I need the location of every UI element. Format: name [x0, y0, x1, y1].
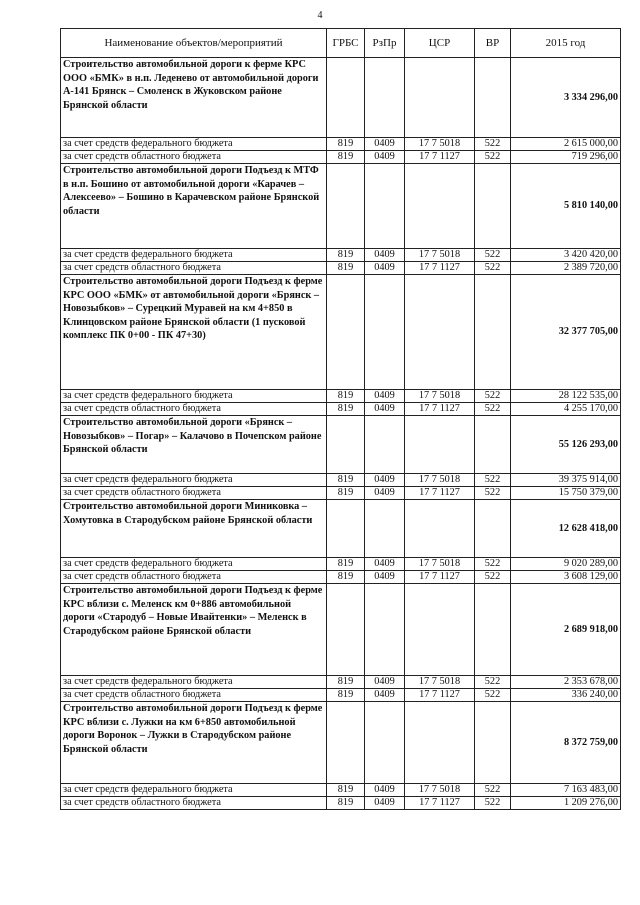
funding-label: за счет средств федерального бюджета [61, 558, 327, 571]
empty-cell [405, 416, 475, 474]
csr-cell: 17 7 1127 [405, 151, 475, 164]
project-row [61, 164, 621, 249]
funding-label: за счет средств областного бюджета [61, 487, 327, 500]
empty-cell [365, 58, 405, 138]
empty-cell [475, 500, 511, 558]
project-total: 2 689 918,00 [511, 584, 621, 676]
amount-cell: 2 615 000,00 [511, 138, 621, 151]
funding-label: за счет средств областного бюджета [61, 689, 327, 702]
project-name: Строительство автомобильной дороги «Брянск – Новозыбков» – Погар» – Калачово в Почепском районе Брянской области [61, 416, 327, 474]
vr-cell: 522 [475, 676, 511, 689]
funding-label: за счет средств федерального бюджета [61, 249, 327, 262]
grbs-cell: 819 [327, 558, 365, 571]
project-row [61, 58, 621, 138]
empty-cell [365, 164, 405, 249]
rzpr-cell: 0409 [365, 571, 405, 584]
amount-cell: 9 020 289,00 [511, 558, 621, 571]
amount-cell: 28 122 535,00 [511, 390, 621, 403]
vr-cell: 522 [475, 151, 511, 164]
csr-cell: 17 7 1127 [405, 571, 475, 584]
project-name: Строительство автомобильной дороги Подъезд к ферме КРС вблизи с. Лужки на км 6+850 автомобильной дороги Воронок – Лужки в Стародубском районе Брянской области [61, 702, 327, 784]
grbs-cell: 819 [327, 784, 365, 797]
grbs-cell: 819 [327, 249, 365, 262]
funding-row [61, 689, 621, 702]
vr-cell: 522 [475, 487, 511, 500]
amount-cell: 2 389 720,00 [511, 262, 621, 275]
funding-row [61, 784, 621, 797]
grbs-cell: 819 [327, 797, 365, 810]
project-total: 12 628 418,00 [511, 500, 621, 558]
page-number: 4 [317, 10, 323, 21]
grbs-cell: 819 [327, 676, 365, 689]
csr-cell: 17 7 1127 [405, 797, 475, 810]
vr-cell: 522 [475, 138, 511, 151]
funding-label: за счет средств федерального бюджета [61, 474, 327, 487]
vr-cell: 522 [475, 784, 511, 797]
table-header-row [61, 29, 621, 58]
project-total: 55 126 293,00 [511, 416, 621, 474]
header-year: 2015 год [511, 29, 621, 58]
funding-row [61, 487, 621, 500]
empty-cell [475, 702, 511, 784]
rzpr-cell: 0409 [365, 797, 405, 810]
project-row [61, 584, 621, 676]
empty-cell [405, 702, 475, 784]
empty-cell [365, 275, 405, 390]
rzpr-cell: 0409 [365, 151, 405, 164]
amount-cell: 1 209 276,00 [511, 797, 621, 810]
rzpr-cell: 0409 [365, 558, 405, 571]
empty-cell [327, 416, 365, 474]
csr-cell: 17 7 5018 [405, 138, 475, 151]
empty-cell [475, 164, 511, 249]
funding-label: за счет средств федерального бюджета [61, 138, 327, 151]
grbs-cell: 819 [327, 138, 365, 151]
funding-label: за счет средств федерального бюджета [61, 784, 327, 797]
budget-table [60, 28, 621, 810]
funding-label: за счет средств областного бюджета [61, 797, 327, 810]
header-rzpr: РзПр [365, 29, 405, 58]
empty-cell [475, 275, 511, 390]
funding-label: за счет средств областного бюджета [61, 262, 327, 275]
funding-label: за счет средств федерального бюджета [61, 676, 327, 689]
empty-cell [365, 584, 405, 676]
grbs-cell: 819 [327, 474, 365, 487]
csr-cell: 17 7 1127 [405, 262, 475, 275]
rzpr-cell: 0409 [365, 474, 405, 487]
grbs-cell: 819 [327, 390, 365, 403]
empty-cell [475, 58, 511, 138]
funding-row [61, 249, 621, 262]
amount-cell: 3 420 420,00 [511, 249, 621, 262]
rzpr-cell: 0409 [365, 676, 405, 689]
header-grbs: ГРБС [327, 29, 365, 58]
grbs-cell: 819 [327, 151, 365, 164]
project-name: Строительство автомобильной дороги к ферме КРС ООО «БМК» в н.п. Леденево от автомобильной дороги А-141 Брянск – Смоленск в Жуковском районе Брянской области [61, 58, 327, 138]
vr-cell: 522 [475, 689, 511, 702]
vr-cell: 522 [475, 571, 511, 584]
amount-cell: 15 750 379,00 [511, 487, 621, 500]
funding-label: за счет средств областного бюджета [61, 403, 327, 416]
project-row [61, 416, 621, 474]
project-row [61, 275, 621, 390]
funding-label: за счет средств федерального бюджета [61, 390, 327, 403]
rzpr-cell: 0409 [365, 487, 405, 500]
vr-cell: 522 [475, 797, 511, 810]
csr-cell: 17 7 1127 [405, 487, 475, 500]
funding-row [61, 676, 621, 689]
grbs-cell: 819 [327, 571, 365, 584]
csr-cell: 17 7 5018 [405, 390, 475, 403]
vr-cell: 522 [475, 249, 511, 262]
amount-cell: 4 255 170,00 [511, 403, 621, 416]
header-csr: ЦСР [405, 29, 475, 58]
csr-cell: 17 7 1127 [405, 689, 475, 702]
amount-cell: 719 296,00 [511, 151, 621, 164]
empty-cell [405, 58, 475, 138]
header-vr: ВР [475, 29, 511, 58]
csr-cell: 17 7 5018 [405, 676, 475, 689]
empty-cell [327, 584, 365, 676]
funding-row [61, 151, 621, 164]
empty-cell [405, 584, 475, 676]
rzpr-cell: 0409 [365, 784, 405, 797]
project-name: Строительство автомобильной дороги Подъезд к ферме КРС вблизи с. Меленск км 0+886 автомобильной дороги «Стародуб – Новые Ивайтенки» – Меленск в Стародубском районе Брянской области [61, 584, 327, 676]
grbs-cell: 819 [327, 262, 365, 275]
amount-cell: 39 375 914,00 [511, 474, 621, 487]
funding-row [61, 262, 621, 275]
funding-row [61, 403, 621, 416]
rzpr-cell: 0409 [365, 138, 405, 151]
funding-row [61, 474, 621, 487]
vr-cell: 522 [475, 474, 511, 487]
empty-cell [405, 164, 475, 249]
project-row [61, 702, 621, 784]
funding-row [61, 797, 621, 810]
empty-cell [475, 416, 511, 474]
rzpr-cell: 0409 [365, 249, 405, 262]
grbs-cell: 819 [327, 487, 365, 500]
rzpr-cell: 0409 [365, 262, 405, 275]
funding-row [61, 558, 621, 571]
vr-cell: 522 [475, 390, 511, 403]
rzpr-cell: 0409 [365, 390, 405, 403]
empty-cell [365, 416, 405, 474]
csr-cell: 17 7 5018 [405, 784, 475, 797]
empty-cell [327, 164, 365, 249]
rzpr-cell: 0409 [365, 403, 405, 416]
header-name: Наименование объектов/мероприятий [61, 29, 327, 58]
project-total: 3 334 296,00 [511, 58, 621, 138]
empty-cell [327, 275, 365, 390]
project-total: 5 810 140,00 [511, 164, 621, 249]
funding-row [61, 571, 621, 584]
vr-cell: 522 [475, 403, 511, 416]
empty-cell [327, 702, 365, 784]
empty-cell [327, 500, 365, 558]
project-name: Строительство автомобильной дороги Подъезд к МТФ в н.п. Бошино от автомобильной дороги «Карачев – Алексеево» – Бошино в Карачевском районе Брянской области [61, 164, 327, 249]
grbs-cell: 819 [327, 403, 365, 416]
csr-cell: 17 7 5018 [405, 249, 475, 262]
empty-cell [405, 500, 475, 558]
funding-row [61, 138, 621, 151]
amount-cell: 7 163 483,00 [511, 784, 621, 797]
funding-row [61, 390, 621, 403]
project-name: Строительство автомобильной дороги Миниковка – Хомутовка в Стародубском районе Брянской области [61, 500, 327, 558]
empty-cell [365, 702, 405, 784]
table-body [61, 58, 621, 810]
empty-cell [475, 584, 511, 676]
csr-cell: 17 7 1127 [405, 403, 475, 416]
csr-cell: 17 7 5018 [405, 474, 475, 487]
rzpr-cell: 0409 [365, 689, 405, 702]
project-row [61, 500, 621, 558]
project-name: Строительство автомобильной дороги Подъезд к ферме КРС ООО «БМК» от автомобильной дороги «Брянск – Новозыбков» – Сурецкий Муравей на км 4+850 в Клинцовском районе Брянской области (1 пусковой комплекс ПК 0+00 - ПК 47+30) [61, 275, 327, 390]
empty-cell [365, 500, 405, 558]
empty-cell [405, 275, 475, 390]
funding-label: за счет средств областного бюджета [61, 151, 327, 164]
csr-cell: 17 7 5018 [405, 558, 475, 571]
vr-cell: 522 [475, 262, 511, 275]
project-total: 32 377 705,00 [511, 275, 621, 390]
amount-cell: 336 240,00 [511, 689, 621, 702]
vr-cell: 522 [475, 558, 511, 571]
amount-cell: 3 608 129,00 [511, 571, 621, 584]
amount-cell: 2 353 678,00 [511, 676, 621, 689]
empty-cell [327, 58, 365, 138]
project-total: 8 372 759,00 [511, 702, 621, 784]
grbs-cell: 819 [327, 689, 365, 702]
funding-label: за счет средств областного бюджета [61, 571, 327, 584]
